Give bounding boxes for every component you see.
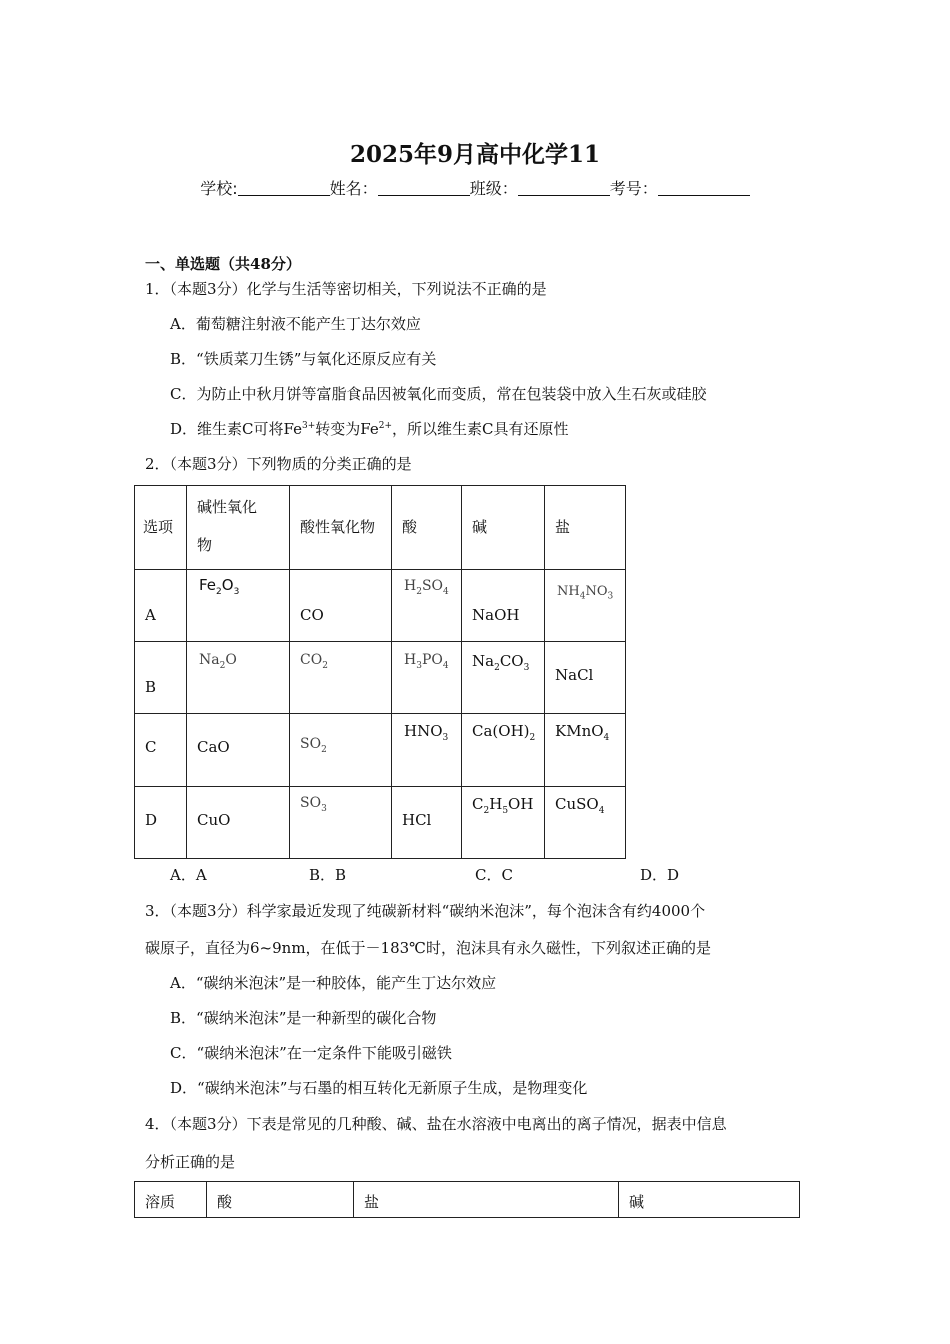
formula-cell: CaO <box>197 738 230 756</box>
header-cell: 碱 <box>472 518 488 536</box>
q3-stem-line1: 3．（本题3分）科学家最近发现了纯碳新材料“碳纳米泡沫”，每个泡沫含有约4000个 <box>145 902 706 920</box>
q3-option-b: B．“碳纳米泡沫”是一种新型的碳化合物 <box>170 1009 437 1027</box>
formula-cell: NaOH <box>472 606 520 624</box>
formula-cell: $HNO_3$ <box>404 722 449 743</box>
formula-cell: HCl <box>402 811 432 829</box>
school-label: 学校: <box>200 179 238 198</box>
formula-cell: KMnO$_4$ <box>555 722 610 743</box>
q1-option-b: B．“铁质菜刀生锈”与氧化还原反应有关 <box>170 350 437 368</box>
row-label: C <box>145 738 157 756</box>
q2-option-b: B．B <box>309 866 347 884</box>
formula-cell: $NH_4NO_3$ <box>557 584 614 602</box>
header-cell: 溶质 <box>145 1193 176 1211</box>
formula-cell: CO <box>300 606 324 624</box>
formula-cell: $SO_2$ <box>300 736 327 755</box>
header-cell: 选项 <box>143 518 174 536</box>
header-cell: 酸 <box>402 518 418 536</box>
document-title: 2025年9月高中化学11 <box>349 141 601 168</box>
header-cell: 盐 <box>555 518 571 536</box>
class-blank[interactable] <box>518 181 610 196</box>
q3-option-d: D．“碳纳米泡沫”与石墨的相互转化无新原子生成，是物理变化 <box>170 1079 588 1097</box>
q1-option-c: C．为防止中秋月饼等富脂食品因被氧化而变质，常在包装袋中放入生石灰或硅胶 <box>170 385 707 403</box>
formula-cell: $Ca(OH)_2$ <box>472 722 536 743</box>
class-label: 班级： <box>469 179 518 198</box>
formula-cell: $Na_2O$ <box>199 652 237 671</box>
header-cell: 酸性氧化物 <box>300 518 376 536</box>
q2-option-d: D．D <box>640 866 680 884</box>
q4-stem-line1: 4．（本题3分）下表是常见的几种酸、碱、盐在水溶液中电离出的离子情况，据表中信息 <box>145 1115 727 1133</box>
formula-cell: $Na_2CO_3$ <box>472 652 530 673</box>
name-label: 姓名： <box>329 179 378 198</box>
q4-stem-line2: 分析正确的是 <box>145 1153 236 1171</box>
q3-option-a: A．“碳纳米泡沫”是一种胶体，能产生丁达尔效应 <box>170 974 497 992</box>
q3-stem-line2: 碳原子，直径为6~9nm，在低于－183℃时，泡沫具有永久磁性，下列叙述正确的是 <box>145 939 711 957</box>
q2-option-a: A．A <box>170 866 207 884</box>
name-blank[interactable] <box>378 181 470 196</box>
header-cell: 物 <box>197 536 213 554</box>
formula-cell: $CO_2$ <box>300 652 328 671</box>
header-cell: 酸 <box>217 1193 233 1211</box>
exam-number-blank[interactable] <box>658 181 750 196</box>
row-label: A <box>145 606 156 624</box>
header-cell: 盐 <box>364 1193 380 1211</box>
student-info-line <box>0 176 950 199</box>
formula-cell: $C_2H_5OH$ <box>472 795 534 816</box>
q2-option-c: C．C <box>475 866 513 884</box>
row-label: D <box>145 811 158 829</box>
header-cell: 碱 <box>629 1193 645 1211</box>
q3-option-c: C．“碳纳米泡沫”在一定条件下能吸引磁铁 <box>170 1044 452 1062</box>
formula-cell: CuSO$_4$ <box>555 795 605 816</box>
formula-cell: $H_2SO_4$ <box>404 578 449 597</box>
q2-stem: 2．（本题3分）下列物质的分类正确的是 <box>145 455 412 473</box>
formula-cell: $SO_3$ <box>300 795 327 814</box>
q4-ion-table <box>134 1181 800 1218</box>
exam-number-label: 考号： <box>609 179 658 198</box>
q1-option-a: A．葡萄糖注射液不能产生丁达尔效应 <box>170 315 421 333</box>
row-label: B <box>145 678 157 696</box>
school-blank[interactable] <box>238 181 330 196</box>
q1-stem: 1．（本题3分）化学与生活等密切相关，下列说法不正确的是 <box>145 280 547 298</box>
header-cell: 碱性氧化 <box>197 498 258 516</box>
formula-cell: NaCl <box>555 666 594 684</box>
formula-cell: $H_3PO_4$ <box>404 652 449 671</box>
q1-option-d: D．维生素C可将$Fe^{3+}$转变为$Fe^{2+}$，所以维生素C具有还原性 <box>170 420 569 438</box>
section-heading: 一、单选题（共48分） <box>145 255 301 273</box>
formula-cell: $Fe_2O_3$ <box>199 576 240 597</box>
formula-cell: CuO <box>197 811 231 829</box>
q2-classification-table <box>134 485 626 859</box>
